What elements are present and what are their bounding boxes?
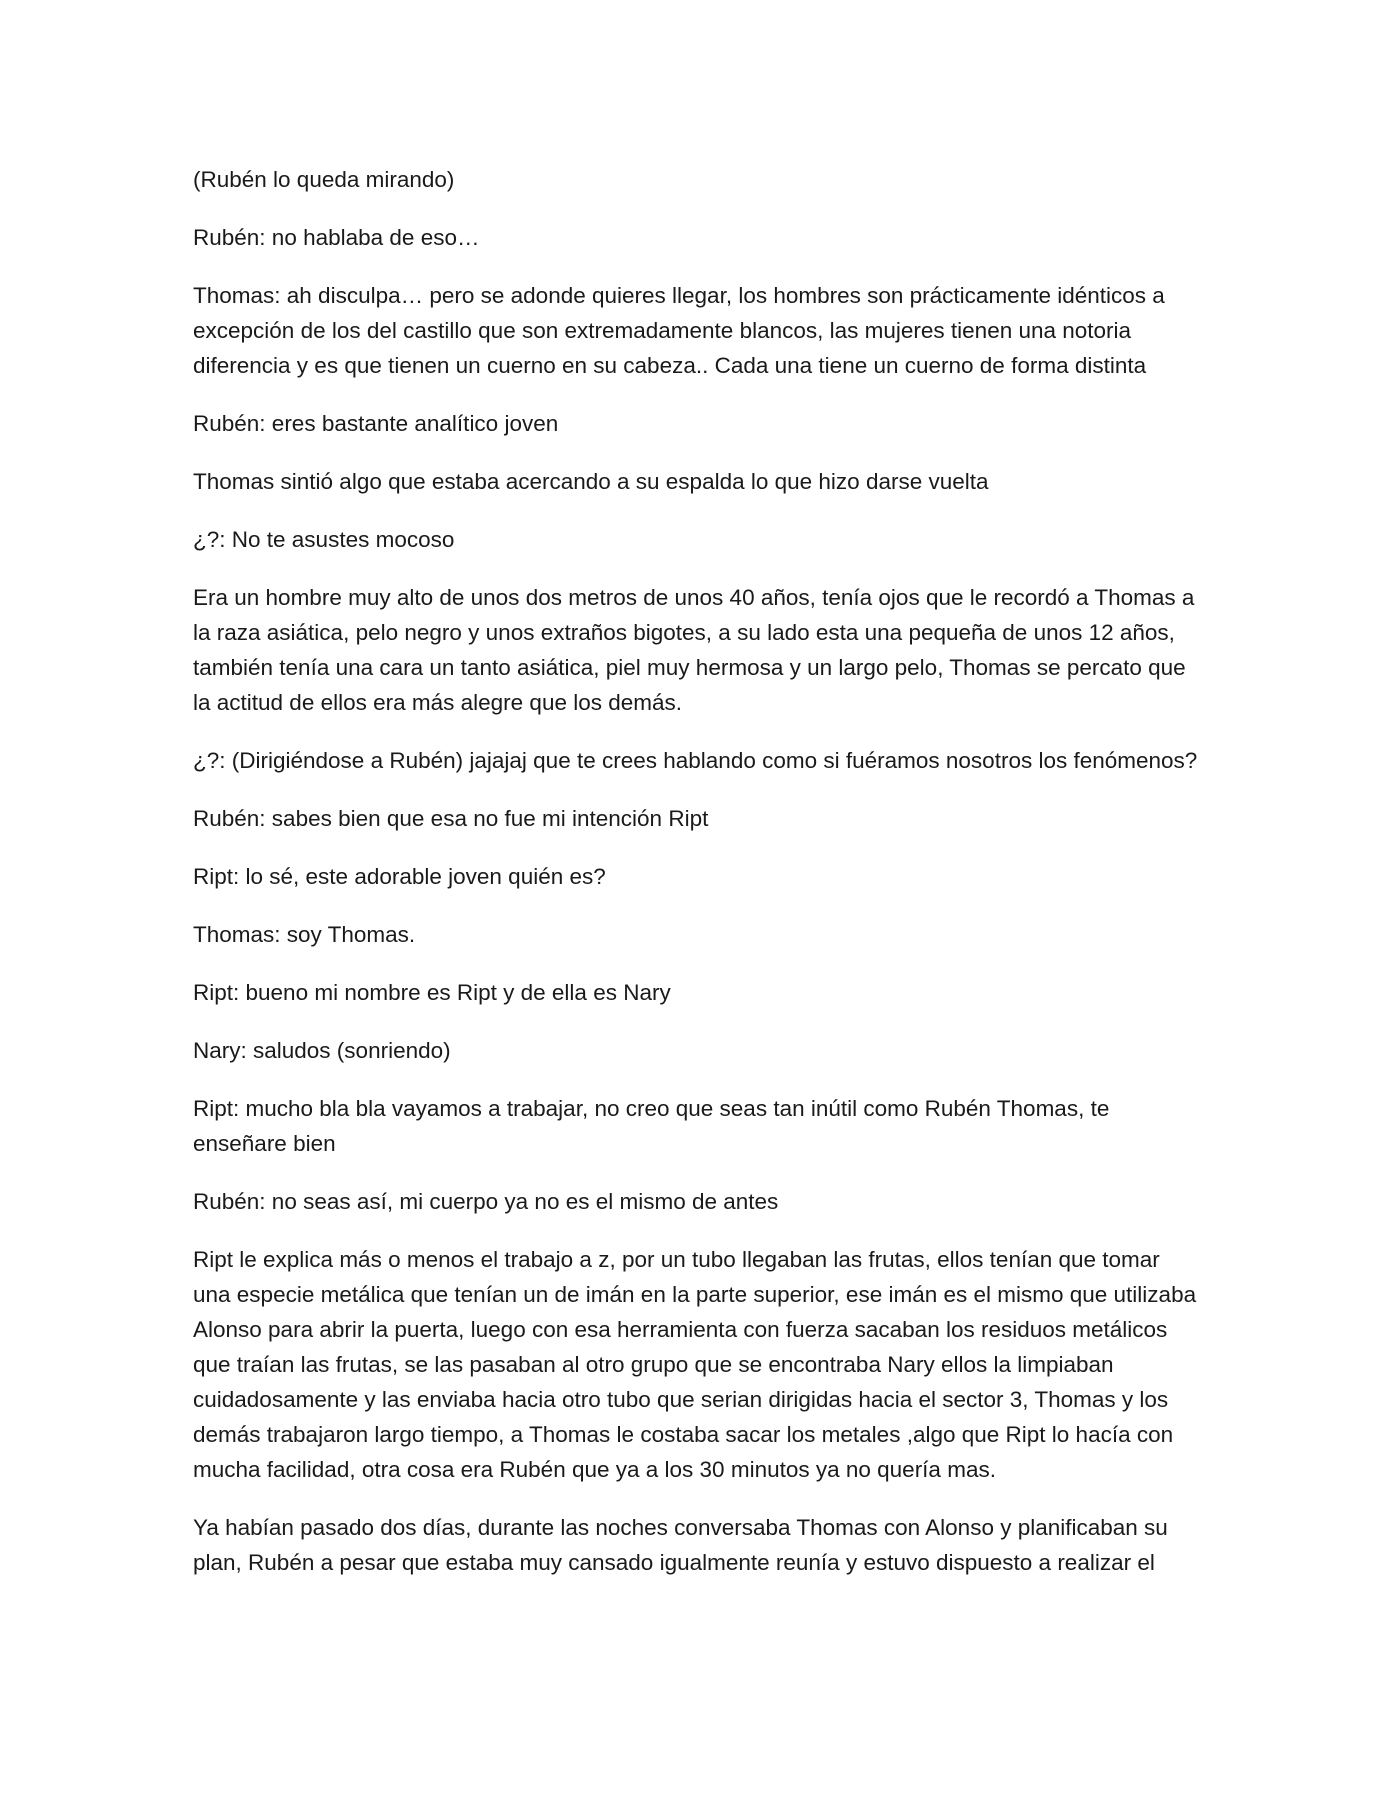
paragraph: Nary: saludos (sonriendo): [193, 1038, 451, 1063]
paragraph: Ya habían pasado dos días, durante las noches conversaba Thomas con Alonso y planificaban su plan, Rubén a pesar que estaba muy cansado igualmente reunía y estuvo dispuesto a realizar el: [193, 1515, 1168, 1575]
paragraph: Rubén: eres bastante analítico joven: [193, 411, 559, 436]
paragraph: Thomas: soy Thomas.: [193, 922, 416, 947]
paragraph: Ript: bueno mi nombre es Ript y de ella es Nary: [193, 980, 671, 1005]
paragraph: Rubén: sabes bien que esa no fue mi intención Ript: [193, 806, 709, 831]
paragraph: ¿?: No te asustes mocoso: [193, 527, 455, 552]
paragraph: Ript le explica más o menos el trabajo a z, por un tubo llegaban las frutas, ellos tenían que tomar una especie metálica que tenían un de imán en la parte superior, ese imán es el mismo que utilizaba Alonso para abrir la puerta, luego con esa herramienta con fuerza sacaban los residuos metálicos que traían las frutas, se las pasaban al otro grupo que se encontraba Nary ellos la limpiaban cuidadosamente y las enviaba hacia otro tubo que serian dirigidas hacia el sector 3, Thomas y los demás trabajaron largo tiempo, a Thomas le costaba sacar los metales ,algo que Ript lo hacía con mucha facilidad, otra cosa era Rubén que ya a los 30 minutos ya no quería mas.: [193, 1247, 1197, 1482]
paragraph: Thomas: ah disculpa… pero se adonde quieres llegar, los hombres son prácticamente idénticos a excepción de los del castillo que son extremadamente blancos, las mujeres tienen una notoria diferencia y es que tienen un cuerno en su cabeza.. Cada una tiene un cuerno de forma distinta: [193, 283, 1165, 378]
document-body: [193, 162, 1203, 1603]
paragraph: Rubén: no hablaba de eso…: [193, 225, 480, 250]
paragraph: Ript: mucho bla bla vayamos a trabajar, no creo que seas tan inútil como Rubén Thomas, te enseñare bien: [193, 1096, 1110, 1156]
paragraph: Era un hombre muy alto de unos dos metros de unos 40 años, tenía ojos que le recordó a Thomas a la raza asiática, pelo negro y unos extraños bigotes, a su lado esta una pequeña de unos 12 años, también tenía una cara un tanto asiática, piel muy hermosa y un largo pelo, Thomas se percato que la actitud de ellos era más alegre que los demás.: [193, 585, 1195, 715]
paragraph: Rubén: no seas así, mi cuerpo ya no es el mismo de antes: [193, 1189, 779, 1214]
paragraph: (Rubén lo queda mirando): [193, 167, 455, 192]
paragraph: Ript: lo sé, este adorable joven quién es?: [193, 864, 606, 889]
paragraph: Thomas sintió algo que estaba acercando a su espalda lo que hizo darse vuelta: [193, 469, 989, 494]
paragraph: ¿?: (Dirigiéndose a Rubén) jajajaj que te crees hablando como si fuéramos nosotros los fenómenos?: [193, 748, 1198, 773]
